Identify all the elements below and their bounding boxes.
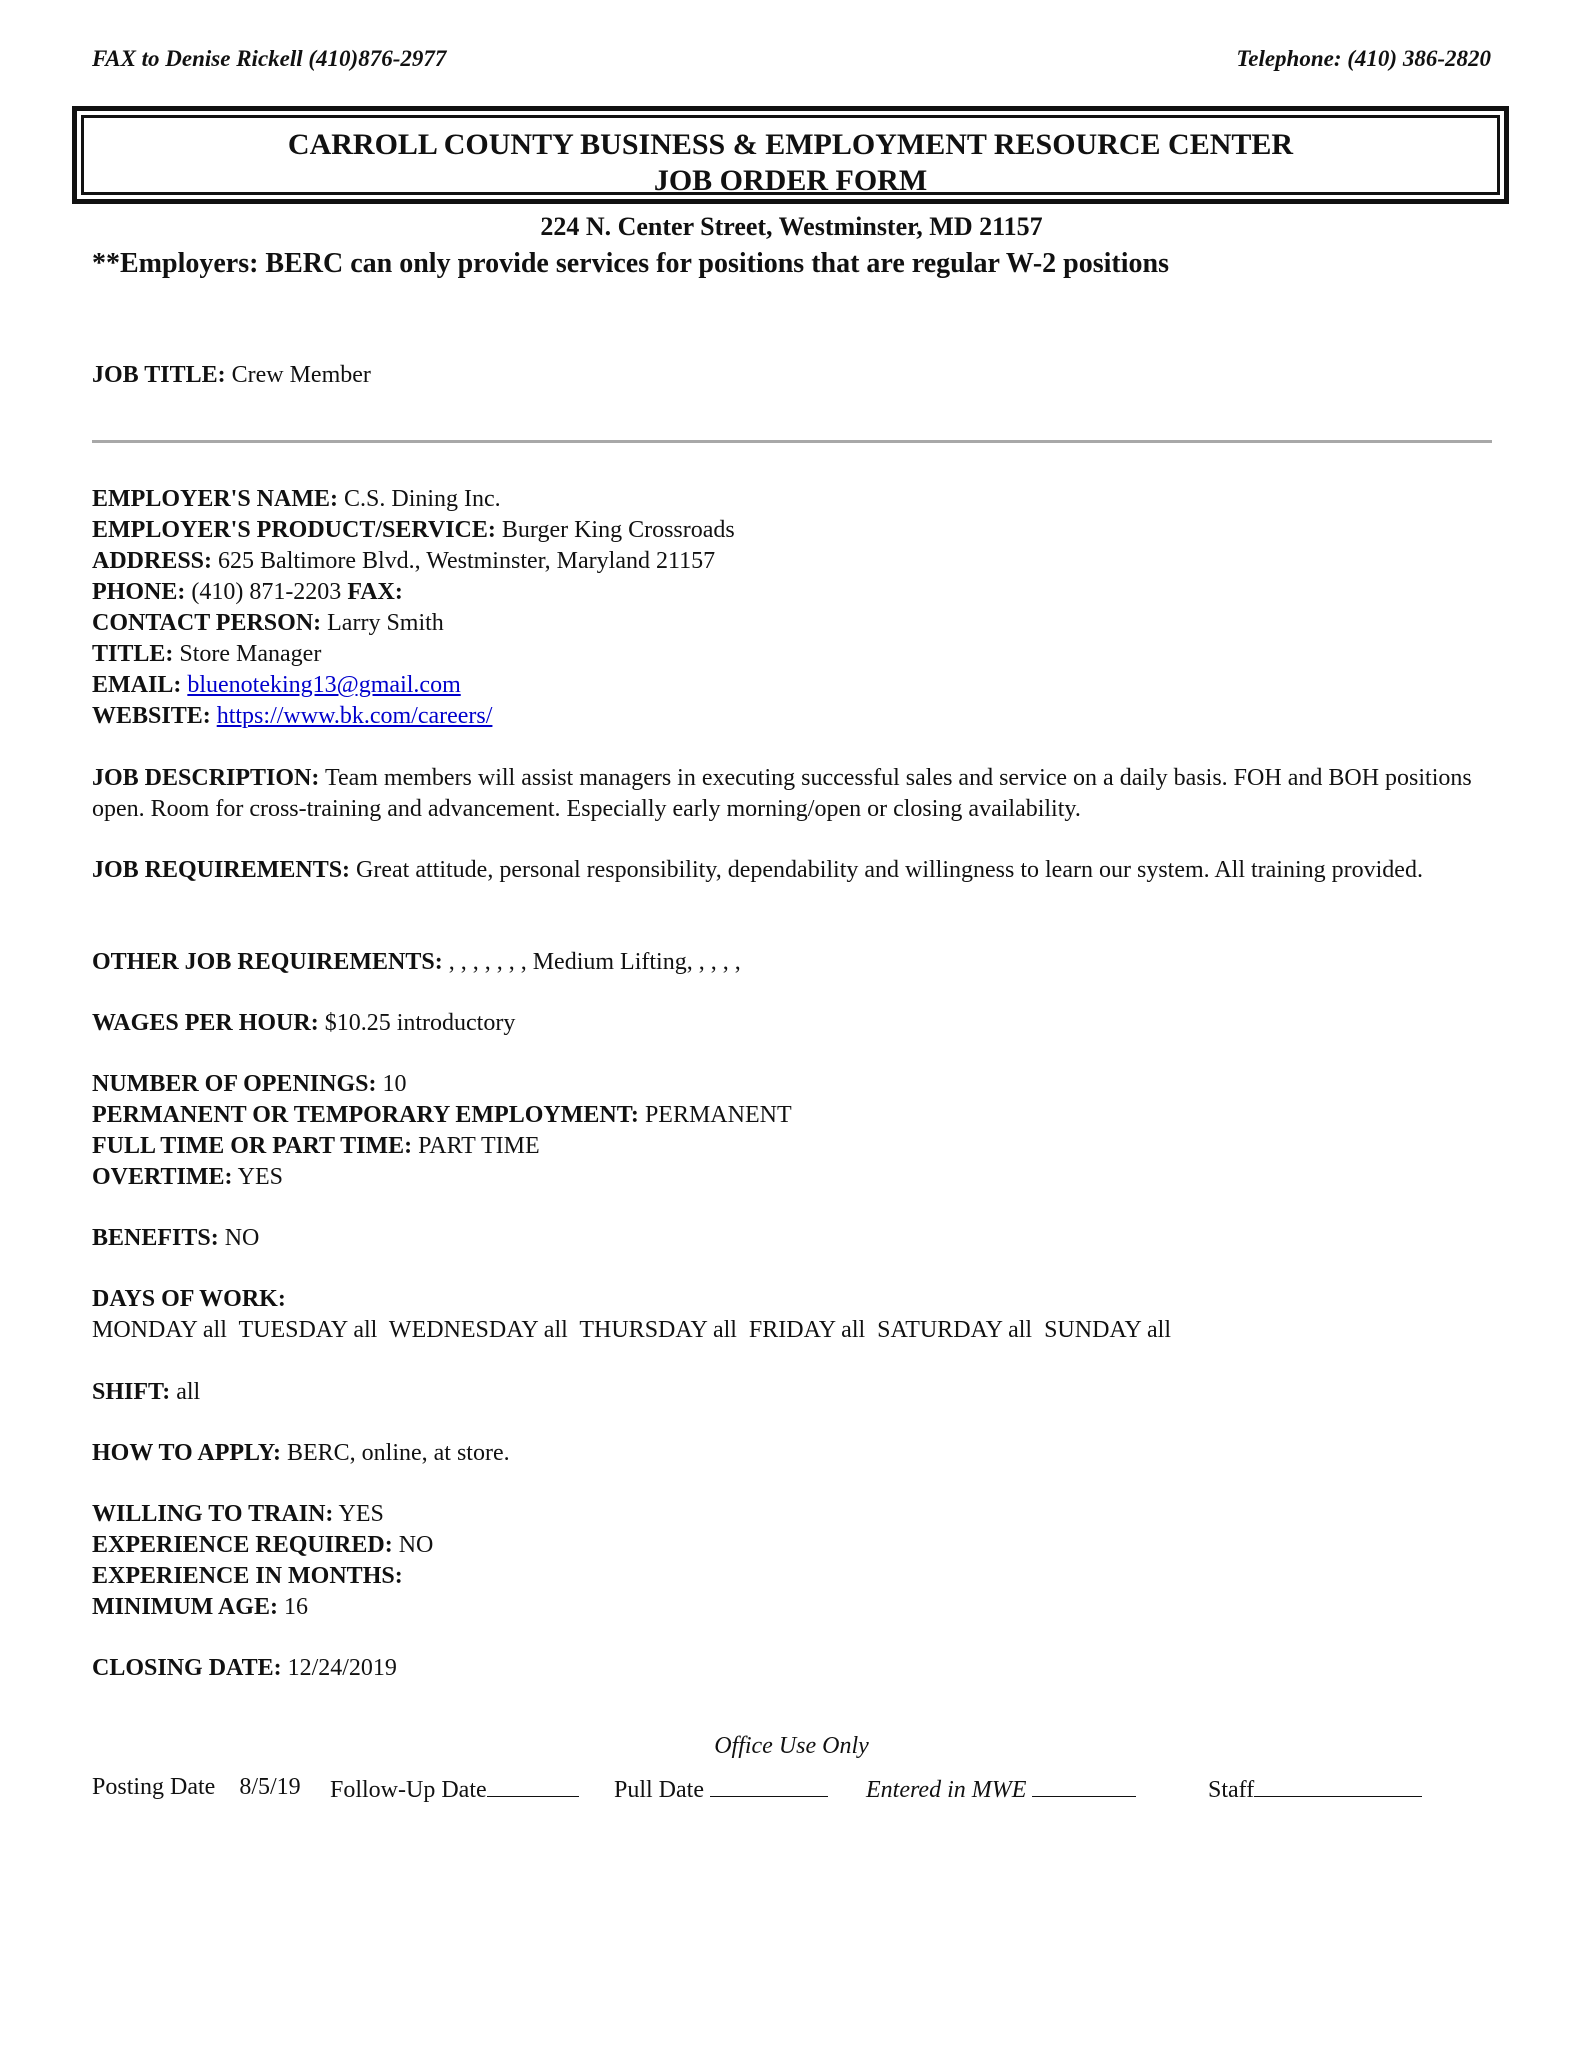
benefits-label: BENEFITS: [92,1225,219,1251]
contact-title-label: TITLE: [92,641,174,667]
entered-in-mwe-label: Entered in MWE [866,1777,1027,1803]
website-link[interactable]: https://www.bk.com/careers/ [216,703,493,729]
days-of-work-label: DAYS OF WORK: [92,1286,286,1312]
shift-label: SHIFT: [92,1379,171,1405]
pull-date-blank[interactable] [710,1774,828,1797]
job-title-field [92,360,371,391]
office-use-heading: Office Use Only [714,1733,869,1759]
employer-product-value: Burger King Crossroads [501,517,735,543]
wages-field [92,1008,515,1039]
follow-up-date-field [330,1774,579,1804]
posting-date-label: Posting Date [92,1774,216,1800]
staff-label: Staff [1208,1777,1255,1803]
job-title-label: JOB TITLE: [92,362,226,388]
entered-in-mwe-blank[interactable] [1032,1774,1136,1797]
job-description-label: JOB DESCRIPTION: [92,765,320,791]
experience-required-label: EXPERIENCE REQUIRED: [92,1532,393,1558]
overtime-value: YES [237,1164,283,1190]
employer-address-value: 625 Baltimore Blvd., Westminster, Maryland 21157 [218,548,716,574]
job-title-value: Crew Member [231,362,371,388]
employer-product-label: EMPLOYER'S PRODUCT/SERVICE: [92,517,496,543]
employer-phone-field [92,577,403,608]
experience-months-field [92,1561,403,1592]
willing-to-train-value: YES [338,1501,384,1527]
willing-to-train-label: WILLING TO TRAIN: [92,1501,334,1527]
staff-blank[interactable] [1254,1774,1422,1797]
website-label: WEBSITE: [92,703,211,729]
job-description-value: Team members will assist managers in executing successful sales and service on a daily basis. FOH and BOH positions open. Room for cross-training and advancement. Especially early morning/open or closing availability. [92,765,1472,822]
employer-address-label: ADDRESS: [92,548,213,574]
benefits-value: NO [224,1225,260,1251]
entered-in-mwe-field [866,1774,1136,1804]
employer-notice: **Employers: BERC can only provide services for positions that are regular W-2 positions [92,248,1169,279]
telephone-header: Telephone: (410) 386-2820 [1236,46,1491,71]
form-title: JOB ORDER FORM [653,164,928,197]
job-requirements-value: Great attitude, personal responsibility, dependability and willingness to learn our system. All training provided. [356,857,1423,883]
follow-up-date-blank[interactable] [487,1774,579,1797]
organization-address: 224 N. Center Street, Westminster, MD 21157 [540,212,1043,241]
contact-title-value: Store Manager [179,641,322,667]
employment-type-field [92,1100,792,1131]
how-to-apply-value: BERC, online, at store. [286,1440,510,1466]
closing-date-label: CLOSING DATE: [92,1655,282,1681]
closing-date-field [92,1653,397,1684]
email-label: EMAIL: [92,672,182,698]
form-title-inner [81,115,1500,195]
overtime-field [92,1162,283,1193]
job-requirements-field [92,855,1492,886]
employment-type-label: PERMANENT OR TEMPORARY EMPLOYMENT: [92,1102,639,1128]
days-of-work-value: MONDAY all TUESDAY all WEDNESDAY all THURSDAY all FRIDAY all SATURDAY all SUNDAY all [92,1317,1171,1343]
follow-up-date-label: Follow-Up Date [330,1777,487,1803]
posting-date-value: 8/5/19 [239,1774,301,1800]
phone-value: (410) 871-2203 [191,579,342,605]
employer-name-value: C.S. Dining Inc. [344,486,501,512]
experience-required-value: NO [398,1532,434,1558]
overtime-label: OVERTIME: [92,1164,233,1190]
contact-person-label: CONTACT PERSON: [92,610,322,636]
shift-value: all [176,1379,201,1405]
fax-header: FAX to Denise Rickell (410)876-2977 [92,46,447,71]
email-field [92,670,461,701]
willing-to-train-field [92,1499,384,1530]
pull-date-label: Pull Date [614,1777,704,1803]
contact-person-field [92,608,444,639]
how-to-apply-label: HOW TO APPLY: [92,1440,281,1466]
openings-value: 10 [382,1071,407,1097]
time-type-label: FULL TIME OR PART TIME: [92,1133,413,1159]
time-type-value: PART TIME [418,1133,540,1159]
other-requirements-field [92,947,741,978]
staff-field [1208,1774,1422,1804]
other-requirements-label: OTHER JOB REQUIREMENTS: [92,949,443,975]
email-link[interactable]: bluenoteking13@gmail.com [187,672,461,698]
openings-label: NUMBER OF OPENINGS: [92,1071,377,1097]
shift-field [92,1377,200,1408]
employer-name-label: EMPLOYER'S NAME: [92,486,338,512]
fax-label: FAX: [347,579,403,605]
contact-person-value: Larry Smith [327,610,444,636]
openings-field [92,1069,406,1100]
job-description-field [92,763,1492,825]
experience-months-label: EXPERIENCE IN MONTHS: [92,1563,403,1589]
contact-title-field [92,639,321,670]
benefits-field [92,1223,259,1254]
phone-label: PHONE: [92,579,186,605]
closing-date-value: 12/24/2019 [287,1655,397,1681]
minimum-age-field [92,1592,308,1623]
days-of-work-field [92,1284,1171,1346]
employer-name-field [92,484,501,515]
pull-date-field [614,1774,828,1804]
employment-type-value: PERMANENT [644,1102,792,1128]
wages-value: $10.25 introductory [324,1010,516,1036]
posting-date-field [92,1774,301,1801]
employer-product-field [92,515,735,546]
wages-label: WAGES PER HOUR: [92,1010,319,1036]
experience-required-field [92,1530,433,1561]
job-requirements-label: JOB REQUIREMENTS: [92,857,351,883]
time-type-field [92,1131,540,1162]
section-divider [92,440,1492,443]
website-field [92,701,492,732]
form-title-box [72,106,1509,204]
how-to-apply-field [92,1438,510,1469]
organization-title: CARROLL COUNTY BUSINESS & EMPLOYMENT RESOURCE CENTER [287,128,1294,161]
minimum-age-label: MINIMUM AGE: [92,1594,278,1620]
minimum-age-value: 16 [283,1594,308,1620]
other-requirements-value: , , , , , , , Medium Lifting, , , , , [448,949,741,975]
employer-address-field [92,546,715,577]
